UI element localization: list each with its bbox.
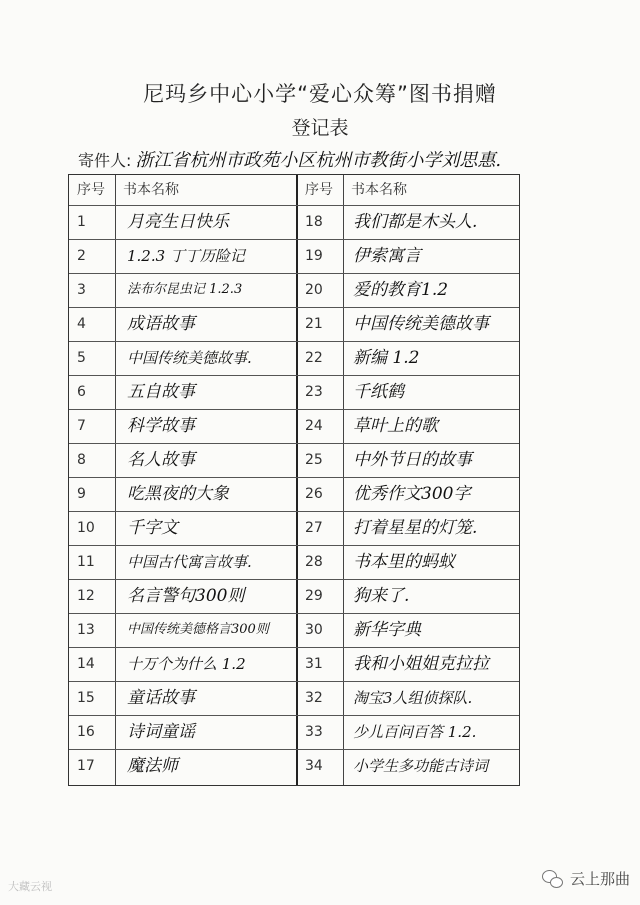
row-number: 31 bbox=[305, 656, 323, 672]
form-title: 尼玛乡中心小学“爱心众筹”图书捐赠 bbox=[143, 82, 497, 106]
book-title: 狗来了. bbox=[353, 586, 410, 606]
row-number: 8 bbox=[77, 452, 86, 468]
book-title: 法布尔昆虫记 1.2.3 bbox=[127, 282, 243, 297]
table-row bbox=[297, 477, 521, 511]
row-number: 24 bbox=[305, 418, 323, 434]
row-number: 22 bbox=[305, 350, 323, 366]
book-title: 诗词童谣 bbox=[127, 722, 195, 742]
table-row bbox=[297, 307, 521, 341]
row-number: 16 bbox=[77, 724, 95, 740]
book-title: 中国古代寓言故事. bbox=[127, 553, 252, 571]
book-title: 千纸鹤 bbox=[353, 382, 404, 402]
col-header-title-left: 书本名称 bbox=[123, 182, 179, 198]
row-number: 33 bbox=[305, 724, 323, 740]
table-row bbox=[297, 443, 521, 477]
table-row bbox=[297, 715, 521, 749]
row-number: 25 bbox=[305, 452, 323, 468]
row-number: 7 bbox=[77, 418, 86, 434]
table-row bbox=[69, 647, 296, 681]
book-title: 成语故事 bbox=[127, 314, 195, 334]
book-title: 童话故事 bbox=[127, 688, 195, 708]
donation-table bbox=[68, 174, 520, 786]
table-row bbox=[69, 613, 296, 647]
table-row bbox=[297, 273, 521, 307]
book-title: 打着星星的灯笼. bbox=[353, 518, 478, 538]
book-title: 淘宝3人组侦探队. bbox=[353, 689, 473, 707]
row-number: 27 bbox=[305, 520, 323, 536]
sender-value: 浙江省杭州市政苑小区杭州市教街小学刘思惠. bbox=[135, 150, 502, 171]
book-title: 我和小姐姐克拉拉 bbox=[353, 654, 489, 674]
table-row bbox=[297, 545, 521, 579]
table-row bbox=[69, 545, 296, 579]
book-title: 名言警句300则 bbox=[127, 586, 245, 606]
table-row bbox=[297, 409, 521, 443]
table-row bbox=[297, 511, 521, 545]
table-row bbox=[297, 341, 521, 375]
form-subtitle: 登记表 bbox=[291, 117, 349, 139]
table-row bbox=[69, 239, 296, 273]
book-title: 小学生多功能古诗词 bbox=[353, 757, 489, 775]
row-number: 5 bbox=[77, 350, 86, 366]
row-number: 2 bbox=[77, 248, 86, 264]
book-title: 新华字典 bbox=[353, 620, 421, 640]
book-title: 伊索寓言 bbox=[353, 246, 421, 266]
book-title: 爱的教育1.2 bbox=[353, 280, 449, 300]
table-row bbox=[69, 749, 296, 783]
table-row bbox=[69, 579, 296, 613]
book-title: 中国传统美德故事. bbox=[127, 349, 252, 367]
table-row bbox=[297, 647, 521, 681]
sender-label: 寄件人: bbox=[78, 151, 132, 170]
book-title: 魔法师 bbox=[127, 756, 178, 776]
row-number: 32 bbox=[305, 690, 323, 706]
book-title: 中国传统美德故事 bbox=[353, 314, 489, 334]
row-number: 13 bbox=[77, 622, 95, 638]
book-title: 月亮生日快乐 bbox=[127, 212, 229, 232]
table-row bbox=[69, 477, 296, 511]
table-row bbox=[69, 341, 296, 375]
row-number: 1 bbox=[77, 214, 86, 230]
table-row bbox=[297, 579, 521, 613]
row-number: 28 bbox=[305, 554, 323, 570]
book-title: 五自故事 bbox=[127, 382, 195, 402]
row-number: 23 bbox=[305, 384, 323, 400]
brand-badge bbox=[542, 868, 630, 889]
row-number: 20 bbox=[305, 282, 323, 298]
book-title: 少儿百问百答 1.2. bbox=[353, 723, 477, 741]
watermark-left: 大藏云视 bbox=[8, 880, 52, 893]
table-row bbox=[69, 273, 296, 307]
row-number: 4 bbox=[77, 316, 86, 332]
sender-line bbox=[78, 146, 501, 172]
row-number: 9 bbox=[77, 486, 86, 502]
row-number: 29 bbox=[305, 588, 323, 604]
row-number: 34 bbox=[305, 758, 323, 774]
book-title: 吃黑夜的大象 bbox=[127, 484, 229, 504]
row-number: 12 bbox=[77, 588, 95, 604]
row-number: 26 bbox=[305, 486, 323, 502]
row-number: 30 bbox=[305, 622, 323, 638]
row-number: 15 bbox=[77, 690, 95, 706]
col-header-index-right: 序号 bbox=[305, 182, 333, 198]
table-row bbox=[297, 239, 521, 273]
book-title: 名人故事 bbox=[127, 450, 195, 470]
row-number: 19 bbox=[305, 248, 323, 264]
table-row bbox=[69, 409, 296, 443]
table-row bbox=[297, 681, 521, 715]
row-number: 6 bbox=[77, 384, 86, 400]
book-title: 新编 1.2 bbox=[353, 348, 420, 368]
table-row bbox=[297, 613, 521, 647]
table-row bbox=[69, 443, 296, 477]
book-title: 草叶上的歌 bbox=[353, 416, 438, 436]
row-number: 17 bbox=[77, 758, 95, 774]
book-title: 中外节日的故事 bbox=[353, 450, 472, 470]
row-number: 3 bbox=[77, 282, 86, 298]
row-number: 11 bbox=[77, 554, 95, 570]
table-row bbox=[297, 205, 521, 239]
book-title: 1.2.3 丁丁历险记 bbox=[127, 247, 245, 265]
book-title: 十万个为什么 1.2 bbox=[127, 655, 246, 673]
table-row bbox=[69, 205, 296, 239]
table-row bbox=[69, 307, 296, 341]
table-row bbox=[69, 375, 296, 409]
row-number: 18 bbox=[305, 214, 323, 230]
book-title: 千字文 bbox=[127, 518, 178, 538]
book-title: 优秀作文300字 bbox=[353, 484, 471, 504]
row-number: 10 bbox=[77, 520, 95, 536]
col-header-title-right: 书本名称 bbox=[351, 182, 407, 198]
row-number: 14 bbox=[77, 656, 95, 672]
row-number: 21 bbox=[305, 316, 323, 332]
col-header-index-left: 序号 bbox=[77, 182, 105, 198]
book-title: 科学故事 bbox=[127, 416, 195, 436]
brand-name: 云上那曲 bbox=[569, 870, 630, 888]
table-row bbox=[69, 511, 296, 545]
table-row bbox=[69, 715, 296, 749]
table-row bbox=[297, 375, 521, 409]
book-title: 我们都是木头人. bbox=[353, 212, 478, 232]
book-title: 书本里的蚂蚁 bbox=[353, 552, 455, 572]
wechat-icon bbox=[542, 870, 564, 888]
book-title: 中国传统美德格言300则 bbox=[127, 622, 269, 637]
table-row bbox=[69, 681, 296, 715]
table-row bbox=[297, 749, 521, 783]
